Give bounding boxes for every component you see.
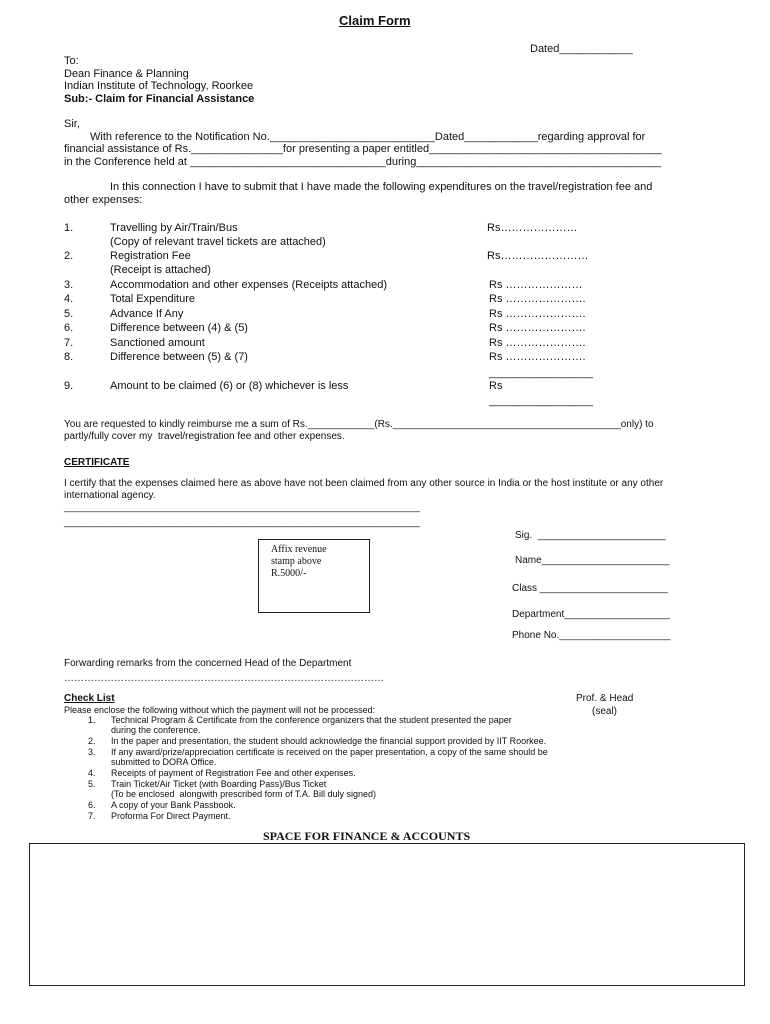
finance-accounts-box (29, 843, 745, 986)
checklist-item: In the paper and presentation, the student should acknowledge the financial support provided by IIT Roorkee. (111, 736, 547, 746)
reimburse-line1: You are requested to kindly reimburse me a sum of Rs.____________(Rs._________________________________________only) to (64, 419, 654, 430)
dated-field: Dated____________ (530, 43, 633, 55)
name-field: Name_______________________ (515, 555, 670, 566)
checklist-num: 6. (88, 800, 96, 810)
checklist-item: Receipts of payment of Registration Fee and other expenses. (111, 768, 356, 778)
expense-amount: Rs …………………. (489, 351, 586, 363)
stamp-line2: stamp above (271, 556, 322, 567)
expense-note: (Receipt is attached) (110, 264, 211, 276)
address-line2: Indian Institute of Technology, Roorkee (64, 80, 254, 92)
certificate-rule2: ________________________________________________________________ (64, 517, 420, 528)
stamp-line3: R.5000/- (271, 568, 307, 579)
expense-num: 7. (64, 337, 74, 349)
amount-rule-bottom: _________________ (489, 395, 594, 407)
department-field: Department___________________ (512, 609, 670, 620)
expense-label: Registration Fee (110, 250, 191, 262)
checklist-item-cont: submitted to DORA Office. (111, 757, 217, 767)
checklist-intro: Please enclose the following without which the payment will not be processed: (64, 705, 376, 715)
address-line1: Dean Finance & Planning (64, 68, 189, 80)
seal-label: (seal) (592, 706, 618, 717)
forwarding-dots: …………………………………………………………………………………… (64, 673, 384, 684)
checklist-item: Technical Program & Certificate from the conference organizers that the student presented the paper (111, 715, 512, 725)
expense-label: Advance If Any (110, 308, 184, 320)
checklist-item: Train Ticket/Air Ticket (with Boarding Pass)/Bus Ticket (111, 779, 327, 789)
expense-amount: Rs…………………… (487, 250, 589, 262)
expense-label: Amount to be claimed (6) or (8) whichever is less (110, 380, 349, 392)
expense-amount: Rs………………… (487, 222, 578, 234)
reimburse-line2: partly/fully cover my travel/registration fee and other expenses. (64, 431, 345, 442)
head-label: Prof. & Head (576, 693, 634, 704)
finance-heading: SPACE FOR FINANCE & ACCOUNTS (263, 829, 471, 843)
checklist-item: A copy of your Bank Passbook. (111, 800, 236, 810)
checklist-num: 4. (88, 768, 96, 778)
checklist-num: 5. (88, 779, 96, 789)
para2-line1: In this connection I have to submit that I have made the following expenditures on the travel/registration fee and (110, 181, 653, 193)
checklist-item: Proforma For Direct Payment. (111, 811, 231, 821)
forwarding-label: Forwarding remarks from the concerned Head of the Department (64, 658, 352, 669)
expense-label: Total Expenditure (110, 293, 195, 305)
expense-label: Difference between (4) & (5) (110, 322, 248, 334)
expense-amount: Rs …………………. (489, 337, 586, 349)
expense-label: Accommodation and other expenses (Receipts attached) (110, 279, 387, 291)
checklist-item: If any award/prize/appreciation certificate is received on the paper presentation, a copy of the same should be (111, 747, 548, 757)
expense-note: (Copy of relevant travel tickets are attached) (110, 236, 326, 248)
checklist-num: 3. (88, 747, 96, 757)
checklist-num: 2. (88, 736, 96, 746)
salutation: Sir, (64, 118, 80, 130)
checklist-item-cont: during the conference. (111, 725, 201, 735)
expense-amount: Rs ………………… (489, 279, 583, 291)
expense-num: 5. (64, 308, 74, 320)
checklist-num: 7. (88, 811, 96, 821)
expense-amount: Rs …………………. (489, 308, 586, 320)
address-to: To: (64, 55, 79, 67)
para2-line2: other expenses: (64, 194, 143, 206)
checklist-num: 1. (88, 715, 96, 725)
expense-amount: Rs (489, 380, 503, 392)
para1-line1: With reference to the Notification No.___________________________Dated____________regarding approval for (90, 131, 646, 143)
para1-line3: in the Conference held at ________________________________during________________________________________ (64, 156, 662, 168)
certificate-heading: CERTIFICATE (64, 457, 130, 468)
expense-num: 9. (64, 380, 74, 392)
expense-label: Difference between (5) & (7) (110, 351, 248, 363)
amount-rule-top: _________________ (489, 367, 594, 379)
expense-amount: Rs …………………. (489, 293, 586, 305)
stamp-line1: Affix revenue (271, 544, 327, 555)
para1-line2: financial assistance of Rs._______________for presenting a paper entitled______________________________________ (64, 143, 662, 155)
certificate-line1: I certify that the expenses claimed here as above have not been claimed from any other source in India or the host institute or any other (64, 478, 664, 489)
revenue-stamp-box (258, 539, 370, 613)
expense-label: Travelling by Air/Train/Bus (110, 222, 238, 234)
signature-field: Sig. _______________________ (515, 530, 666, 541)
expense-label: Sanctioned amount (110, 337, 205, 349)
expense-num: 3. (64, 279, 74, 291)
expense-num: 4. (64, 293, 74, 305)
expense-num: 8. (64, 351, 74, 363)
phone-field: Phone No.____________________ (512, 630, 671, 641)
checklist-item-cont: (To be enclosed alongwith prescribed form of T.A. Bill duly signed) (111, 789, 376, 799)
class-field: Class _______________________ (512, 583, 668, 594)
expense-num: 6. (64, 322, 74, 334)
checklist-heading: Check List (64, 693, 115, 704)
subject-line: Sub:- Claim for Financial Assistance (64, 93, 255, 105)
expense-amount: Rs …………………. (489, 322, 586, 334)
certificate-line2: international agency. (64, 490, 156, 501)
expense-num: 2. (64, 250, 74, 262)
certificate-rule1: ________________________________________________________________ (64, 502, 420, 513)
form-title: Claim Form (339, 13, 411, 28)
expense-num: 1. (64, 222, 74, 234)
